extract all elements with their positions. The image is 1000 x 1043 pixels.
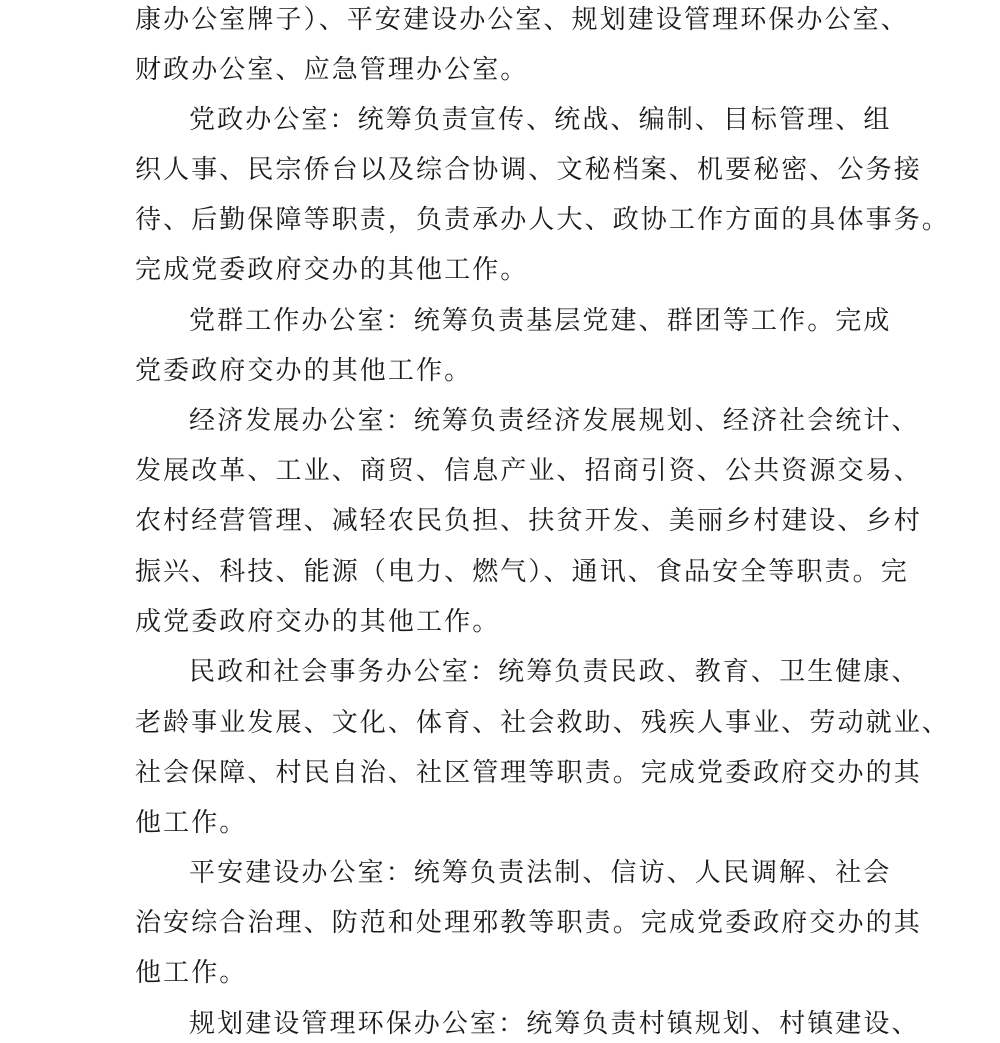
text-line: 党委政府交办的其他工作。 (135, 356, 473, 386)
text-line: 他工作。 (135, 958, 248, 988)
paragraph-start-line: 规划建设管理环保办公室：统筹负责村镇规划、村镇建设、 (189, 1009, 920, 1039)
text-line: 成党委政府交办的其他工作。 (135, 607, 501, 637)
paragraph-start-line: 党政办公室：统筹负责宣传、统战、编制、目标管理、组 (189, 105, 892, 135)
text-line: 完成党委政府交办的其他工作。 (135, 255, 529, 285)
text-line: 治安综合治理、防范和处理邪教等职责。完成党委政府交办的其 (135, 908, 922, 938)
paragraph-start-line: 经济发展办公室：统筹负责经济发展规划、经济社会统计、 (189, 406, 920, 436)
paragraph-start-line: 党群工作办公室：统筹负责基层党建、群团等工作。完成 (189, 306, 892, 336)
text-line: 他工作。 (135, 808, 248, 838)
paragraph-start-line: 民政和社会事务办公室：统筹负责民政、教育、卫生健康、 (189, 657, 920, 687)
text-line: 老龄事业发展、文化、体育、社会救助、残疾人事业、劳动就业、 (135, 708, 950, 738)
text-line: 待、后勤保障等职责，负责承办人大、政协工作方面的具体事务。 (135, 205, 950, 235)
text-line: 振兴、科技、能源（电力、燃气）、通讯、食品安全等职责。完 (135, 557, 909, 587)
text-line: 织人事、民宗侨台以及综合协调、文秘档案、机要秘密、公务接 (135, 155, 922, 185)
text-line: 社会保障、村民自治、社区管理等职责。完成党委政府交办的其 (135, 758, 922, 788)
text-line: 农村经营管理、减轻农民负担、扶贫开发、美丽乡村建设、乡村 (135, 506, 922, 536)
text-line: 康办公室牌子）、平安建设办公室、规划建设管理环保办公室、 (135, 5, 909, 35)
text-line: 发展改革、工业、商贸、信息产业、招商引资、公共资源交易、 (135, 456, 922, 486)
paragraph-start-line: 平安建设办公室：统筹负责法制、信访、人民调解、社会 (189, 858, 892, 888)
text-line: 财政办公室、应急管理办公室。 (135, 55, 529, 85)
